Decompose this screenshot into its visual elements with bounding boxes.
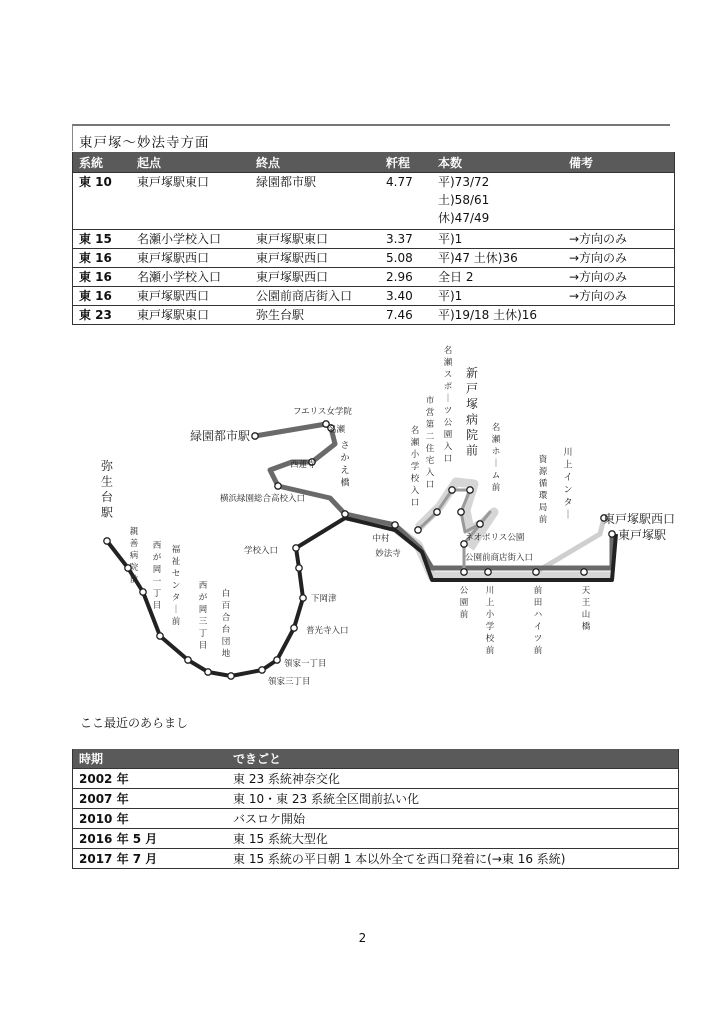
route-note bbox=[563, 173, 675, 230]
header-to: 終点 bbox=[250, 152, 380, 173]
history-period: 2002 年 bbox=[73, 769, 228, 789]
stop-label: 天王山橋 bbox=[581, 586, 591, 632]
stop-label: 市営第二住宅入口 bbox=[425, 396, 435, 490]
route-code: 東 16 bbox=[73, 287, 132, 306]
stop-label: 白百合台団地 bbox=[221, 589, 231, 659]
routes-table bbox=[72, 152, 675, 325]
header-km: 粁程 bbox=[380, 152, 432, 173]
stop-label: 学校入口 bbox=[244, 546, 279, 556]
header-period: 時期 bbox=[73, 749, 228, 769]
route-note: →方向のみ bbox=[563, 287, 675, 306]
header-event: できごと bbox=[227, 749, 679, 769]
stop-label: 名瀬スポ｜ツ公園入口 bbox=[443, 346, 453, 464]
history-table bbox=[72, 749, 679, 869]
table-row bbox=[73, 173, 675, 230]
route-note: →方向のみ bbox=[563, 268, 675, 287]
stop-label: 領家三丁目 bbox=[268, 677, 311, 687]
count-line: 平)1 bbox=[438, 232, 463, 246]
bus-stop-marker bbox=[458, 509, 464, 515]
bus-stop-marker bbox=[609, 531, 615, 537]
stop-label: 名瀬 bbox=[328, 425, 346, 435]
route-counts bbox=[432, 249, 563, 268]
history-event: 東 15 系統大型化 bbox=[227, 829, 679, 849]
stop-labels bbox=[100, 345, 675, 687]
table-row bbox=[73, 249, 675, 268]
stop-label: さかえ橋 bbox=[340, 441, 350, 489]
bus-stop-marker bbox=[205, 669, 211, 675]
routes-header-row bbox=[73, 152, 675, 173]
table-row bbox=[73, 230, 675, 249]
stop-label: 名瀬ホ｜ム前 bbox=[491, 423, 501, 493]
route-counts bbox=[432, 306, 563, 325]
route-from: 名瀬小学校入口 bbox=[131, 230, 250, 249]
route-from: 名瀬小学校入口 bbox=[131, 268, 250, 287]
bus-stop-marker bbox=[157, 633, 163, 639]
route-km: 3.40 bbox=[380, 287, 432, 306]
stop-label: 西蓮寺 bbox=[290, 460, 316, 470]
route-to: 東戸塚駅東口 bbox=[250, 230, 380, 249]
stop-label: 下岡津 bbox=[311, 594, 337, 604]
history-period: 2007 年 bbox=[73, 789, 228, 809]
stop-label: 普光寺入口 bbox=[306, 626, 349, 636]
bus-stop-marker bbox=[467, 487, 473, 493]
header-count: 本数 bbox=[432, 152, 563, 173]
stop-label: 東戸塚駅 bbox=[618, 528, 667, 542]
route-note bbox=[563, 306, 675, 325]
route-km: 4.77 bbox=[380, 173, 432, 230]
stop-label: 資源循環局前 bbox=[538, 455, 548, 525]
route-map bbox=[0, 340, 725, 700]
route-to: 東戸塚駅西口 bbox=[250, 268, 380, 287]
stop-label: 東戸塚駅西口 bbox=[603, 512, 676, 526]
history-header-row bbox=[73, 749, 679, 769]
stop-label: 西が岡一丁目 bbox=[152, 541, 162, 611]
route-from: 東戸塚駅東口 bbox=[131, 306, 250, 325]
header-code: 系統 bbox=[73, 152, 132, 173]
table-row bbox=[73, 287, 675, 306]
bus-stop-marker bbox=[342, 511, 348, 517]
bus-stop-marker bbox=[392, 522, 398, 528]
header-note: 備考 bbox=[563, 152, 675, 173]
history-period: 2017 年 7 月 bbox=[73, 849, 228, 869]
table-row bbox=[73, 769, 679, 789]
history-period: 2010 年 bbox=[73, 809, 228, 829]
bus-stop-marker bbox=[228, 673, 234, 679]
route-counts bbox=[432, 230, 563, 249]
history-event: 東 23 系統神奈交化 bbox=[227, 769, 679, 789]
stop-label: 親善病院前 bbox=[129, 527, 139, 585]
bus-stop-marker bbox=[477, 521, 483, 527]
route-code: 東 16 bbox=[73, 268, 132, 287]
route-to: 弥生台駅 bbox=[250, 306, 380, 325]
count-line: 休)47/49 bbox=[438, 211, 490, 225]
route-km: 2.96 bbox=[380, 268, 432, 287]
stop-label: ネオポリス公園 bbox=[465, 533, 525, 543]
west-exit-line bbox=[536, 518, 604, 572]
route-note: →方向のみ bbox=[563, 230, 675, 249]
stop-label: 川上インタ｜ bbox=[563, 448, 573, 521]
route-note: →方向のみ bbox=[563, 249, 675, 268]
recent-history-title: ここ最近のあらまし bbox=[80, 716, 189, 730]
route-km: 3.37 bbox=[380, 230, 432, 249]
bus-stop-marker bbox=[259, 667, 265, 673]
stop-label: 新戸塚病院前 bbox=[465, 366, 479, 458]
stop-label: 公園前商店街入口 bbox=[465, 553, 534, 563]
table-row bbox=[73, 849, 679, 869]
route-code: 東 23 bbox=[73, 306, 132, 325]
route-from: 東戸塚駅西口 bbox=[131, 287, 250, 306]
bus-stop-marker bbox=[291, 625, 297, 631]
stop-label: 名瀬小学校入口 bbox=[410, 426, 420, 508]
count-line: 土)58/61 bbox=[438, 193, 490, 207]
route-from: 東戸塚駅西口 bbox=[131, 249, 250, 268]
bus-stop-marker bbox=[533, 569, 539, 575]
count-line: 全日 2 bbox=[438, 270, 474, 284]
stop-label: 西が岡三丁目 bbox=[198, 581, 208, 651]
bus-stop-marker bbox=[104, 538, 110, 544]
section-title: 東戸塚～妙法寺方面 bbox=[72, 124, 670, 151]
bus-stop-marker bbox=[485, 569, 491, 575]
route-to: 東戸塚駅西口 bbox=[250, 249, 380, 268]
history-event: 東 10・東 23 系統全区間前払い化 bbox=[227, 789, 679, 809]
bus-stop-marker bbox=[140, 589, 146, 595]
table-row bbox=[73, 829, 679, 849]
route-counts bbox=[432, 173, 563, 230]
stop-label: 福祉センタ｜前 bbox=[171, 545, 181, 627]
table-row bbox=[73, 268, 675, 287]
header-from: 起点 bbox=[131, 152, 250, 173]
stop-label: 領家一丁目 bbox=[284, 659, 327, 669]
stop-label: フエリス女学院 bbox=[293, 407, 352, 417]
bus-stop-marker bbox=[581, 569, 587, 575]
route-from: 東戸塚駅東口 bbox=[131, 173, 250, 230]
stop-label: 川上小学校前 bbox=[485, 586, 495, 656]
route-to: 緑園都市駅 bbox=[250, 173, 380, 230]
bus-stop-marker bbox=[296, 565, 302, 571]
count-line: 平)47 土休)36 bbox=[438, 251, 518, 265]
route-km: 5.08 bbox=[380, 249, 432, 268]
bus-stop-marker bbox=[415, 527, 421, 533]
stop-label: 緑園都市駅 bbox=[189, 429, 250, 443]
history-event: 東 15 系統の平日朝 1 本以外全てを西口発着に(→東 16 系統) bbox=[227, 849, 679, 869]
stop-label: 横浜緑園総合高校入口 bbox=[220, 494, 306, 504]
route-code: 東 16 bbox=[73, 249, 132, 268]
stop-label: 前田ハイツ前 bbox=[533, 586, 543, 656]
stop-label: 公園前 bbox=[459, 586, 469, 620]
table-row bbox=[73, 306, 675, 325]
route-to: 公園前商店街入口 bbox=[250, 287, 380, 306]
history-period: 2016 年 5 月 bbox=[73, 829, 228, 849]
bus-stop-marker bbox=[434, 509, 440, 515]
bus-stop-marker bbox=[449, 487, 455, 493]
stop-label: 妙法寺 bbox=[375, 549, 401, 559]
route-counts bbox=[432, 287, 563, 306]
table-row bbox=[73, 789, 679, 809]
bus-stop-marker bbox=[275, 483, 281, 489]
count-line: 平)73/72 bbox=[438, 175, 490, 189]
bus-stop-marker bbox=[461, 569, 467, 575]
page-number: 2 bbox=[358, 931, 367, 945]
count-line: 平)1 bbox=[438, 289, 463, 303]
bus-stop-marker bbox=[252, 433, 258, 439]
bus-stop-marker bbox=[274, 657, 280, 663]
stop-label: 中村 bbox=[372, 534, 390, 544]
route-counts bbox=[432, 268, 563, 287]
bus-stop-marker bbox=[300, 595, 306, 601]
route-km: 7.46 bbox=[380, 306, 432, 325]
history-event: バスロケ開始 bbox=[227, 809, 679, 829]
count-line: 平)19/18 土休)16 bbox=[438, 308, 538, 322]
table-row bbox=[73, 809, 679, 829]
route-code: 東 15 bbox=[73, 230, 132, 249]
bus-stop-marker bbox=[293, 545, 299, 551]
bus-stop-marker bbox=[185, 657, 191, 663]
stop-label: 弥生台駅 bbox=[100, 459, 114, 520]
route-code: 東 10 bbox=[73, 173, 132, 230]
